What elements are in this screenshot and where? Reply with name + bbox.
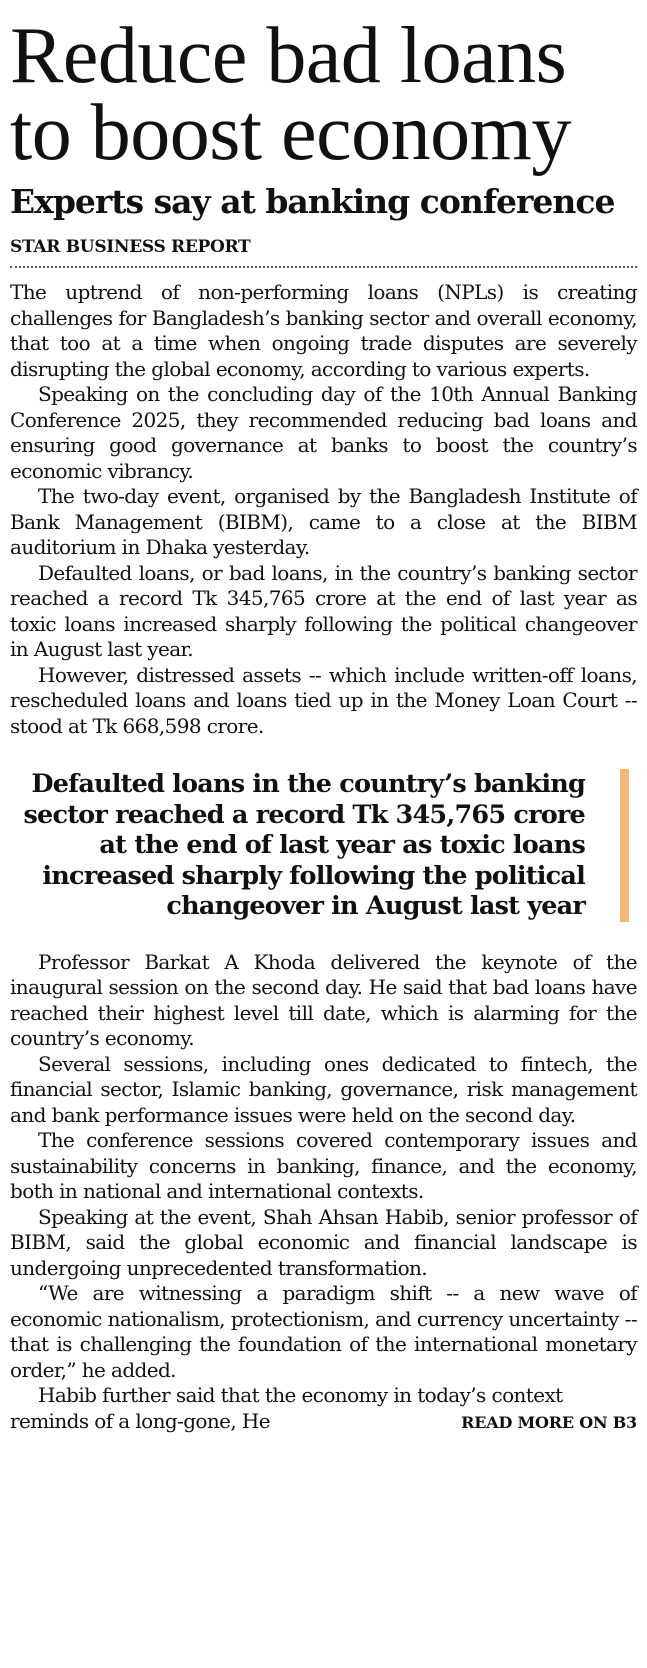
paragraph: However, distressed assets -- which include written-off loans, rescheduled loans and loans tied up in the Money Loan Court -- stood at Tk 668,598 crore.: [10, 662, 637, 738]
paragraph: Several sessions, including ones dedicated to fintech, the financial sector, Islamic banking, governance, risk management and bank performance issues were held on the second day.: [10, 1051, 637, 1127]
headline-line-2: to boost economy: [10, 89, 571, 177]
paragraph: Professor Barkat A Khoda delivered the keynote of the inaugural session on the second day. He said that bad loans have reached their highest level till date, which is alarming for the country’s economy.: [10, 949, 637, 1050]
paragraph: Defaulted loans, or bad loans, in the country’s banking sector reached a record Tk 345,765 crore at the end of last year as toxic loans increased sharply following the political changeover in August last year.: [10, 560, 637, 661]
headline: [10, 0, 637, 177]
paragraph: Speaking at the event, Shah Ahsan Habib, senior professor of BIBM, said the global economic and financial landscape is undergoing unprecedented transformation.: [10, 1204, 637, 1280]
pull-quote-bar: [620, 769, 629, 922]
final-paragraph-line-1: Habib further said that the economy in today’s context: [38, 1383, 563, 1407]
paragraph: The conference sessions covered contemporary issues and sustainability concerns in banking, finance, and the economy, both in national and international contexts.: [10, 1128, 637, 1203]
dotted-divider: [10, 266, 637, 268]
paragraph: Speaking on the concluding day of the 10th Annual Banking Conference 2025, they recommended reducing bad loans and ensuring good governance at banks to boost the country’s economic vibrancy.: [10, 382, 637, 483]
paragraph: The uptrend of non-performing loans (NPLs) is creating challenges for Bangladesh’s banking sector and overall economy, that too at a time when ongoing trade disputes are severely disrupting the global economy, according to various experts.: [10, 280, 637, 381]
article: [10, 0, 637, 1435]
final-paragraph-line-2-row: [10, 1409, 637, 1436]
article-body: [10, 280, 637, 1435]
headline-line-1: Reduce bad loans: [10, 12, 567, 100]
paragraph: “We are witnessing a paradigm shift -- a new wave of economic nationalism, protectionism, and currency uncertainty -- that is challenging the foundation of the international monetary order,” he added.: [10, 1281, 637, 1382]
paragraph: The two-day event, organised by the Bangladesh Institute of Bank Management (BIBM), came to a close at the BIBM auditorium in Dhaka yesterday.: [10, 484, 637, 559]
pull-quote-text: Defaulted loans in the country’s banking sector reached a record Tk 345,765 crore at the end of last year as toxic loans increased sharply following the political changeover in August last year: [23, 769, 585, 921]
read-more-link[interactable]: READ MORE ON B3: [461, 1412, 637, 1432]
byline: STAR BUSINESS REPORT: [10, 237, 251, 257]
subheadline: Experts say at banking conference: [10, 182, 615, 221]
final-paragraph-line-2: reminds of a long-gone, He: [10, 1408, 270, 1433]
pull-quote: [10, 769, 637, 922]
